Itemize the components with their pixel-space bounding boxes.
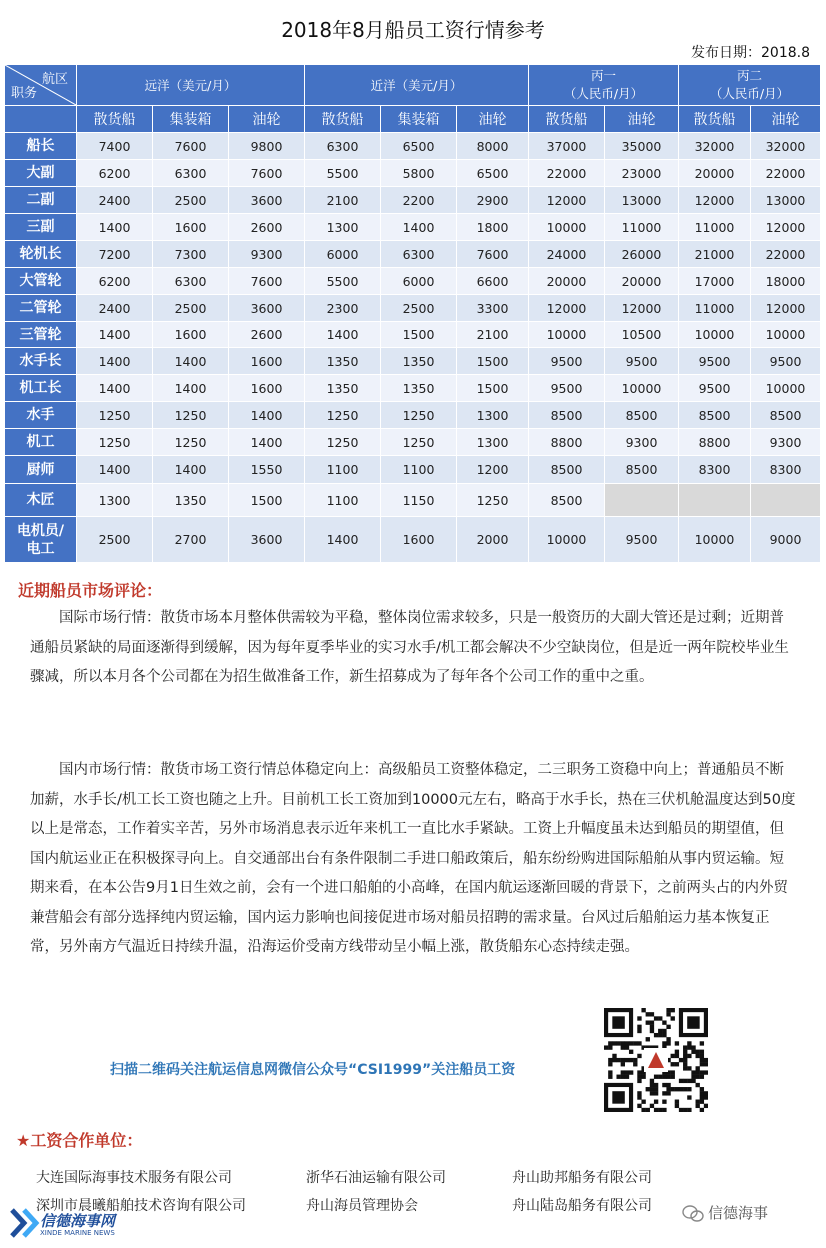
wage-cell: 1300: [305, 214, 381, 241]
group-header: 丙一 （人民币/月）: [529, 65, 679, 106]
wage-cell: 2500: [77, 517, 153, 563]
wage-cell: 37000: [529, 133, 605, 160]
wage-cell: 1250: [305, 402, 381, 429]
wage-cell: 2200: [381, 187, 457, 214]
wage-cell: 7600: [229, 268, 305, 295]
table-row: [5, 402, 821, 429]
wage-cell: 1400: [77, 375, 153, 402]
wage-cell: 7600: [229, 160, 305, 187]
wage-cell: 1600: [229, 375, 305, 402]
wage-cell: 1250: [381, 402, 457, 429]
wage-cell: 10000: [679, 517, 751, 563]
wage-cell: 8500: [605, 402, 679, 429]
wage-cell: 9000: [751, 517, 821, 563]
wage-cell: 8300: [679, 456, 751, 484]
wage-cell: 22000: [751, 241, 821, 268]
wage-cell: 6300: [381, 241, 457, 268]
role-cell: 船长: [5, 133, 77, 160]
table-row: [5, 348, 821, 375]
partner-name: 舟山助邦船务有限公司: [512, 1170, 652, 1186]
partners-title: ★工资合作单位：: [16, 1131, 143, 1150]
role-cell: 大管轮: [5, 268, 77, 295]
wechat-account[interactable]: [682, 1202, 768, 1223]
wage-cell: 12000: [529, 295, 605, 322]
wage-cell: 8500: [751, 402, 821, 429]
wage-cell: 9500: [679, 348, 751, 375]
subheader-cell: 油轮: [457, 106, 529, 133]
subheader-blank: [5, 106, 77, 133]
wage-cell: 7200: [77, 241, 153, 268]
wage-cell: 2600: [229, 214, 305, 241]
wage-cell: 10000: [679, 322, 751, 348]
wage-cell: 5800: [381, 160, 457, 187]
wage-cell: 1400: [305, 322, 381, 348]
wage-cell: 3600: [229, 295, 305, 322]
wage-cell: 1350: [381, 375, 457, 402]
wage-cell: 12000: [751, 214, 821, 241]
wage-cell: 1250: [305, 429, 381, 456]
wage-cell: [679, 484, 751, 517]
wage-cell: 6600: [457, 268, 529, 295]
wage-cell: 5500: [305, 160, 381, 187]
subheader-cell: 散货船: [305, 106, 381, 133]
wage-cell: 2500: [381, 295, 457, 322]
partner-name: 浙华石油运输有限公司: [306, 1170, 446, 1186]
wage-cell: 32000: [679, 133, 751, 160]
wage-cell: 2600: [229, 322, 305, 348]
wage-cell: 1250: [153, 402, 229, 429]
wage-cell: 7400: [77, 133, 153, 160]
wage-cell: 10000: [529, 517, 605, 563]
role-cell: 三副: [5, 214, 77, 241]
wage-cell: 1400: [77, 348, 153, 375]
wage-cell: 5500: [305, 268, 381, 295]
wage-cell: 1350: [305, 348, 381, 375]
table-row: [5, 214, 821, 241]
table-row: [5, 429, 821, 456]
wage-cell: 3600: [229, 187, 305, 214]
wage-cell: 2500: [153, 295, 229, 322]
wage-cell: 9300: [751, 429, 821, 456]
table-row: [5, 375, 821, 402]
wage-cell: 12000: [679, 187, 751, 214]
intl-lead: 国际市场行情：: [59, 610, 161, 626]
wage-cell: 1400: [77, 456, 153, 484]
wage-cell: 6500: [381, 133, 457, 160]
wage-cell: 8000: [457, 133, 529, 160]
wage-cell: 1250: [457, 484, 529, 517]
wage-cell: 1600: [153, 322, 229, 348]
table-row: [5, 160, 821, 187]
partner-name: 舟山陆岛船务有限公司: [512, 1198, 652, 1214]
wage-cell: 8300: [751, 456, 821, 484]
group-header: 近洋（美元/月）: [305, 65, 529, 106]
role-cell: 大副: [5, 160, 77, 187]
wage-cell: 1600: [153, 214, 229, 241]
wage-cell: 1250: [77, 402, 153, 429]
wage-cell: 1350: [305, 375, 381, 402]
wage-cell: 1500: [457, 348, 529, 375]
table-row: [5, 517, 821, 563]
wage-cell: 2900: [457, 187, 529, 214]
intl-body: 散货市场本月整体供需较为平稳，整体岗位需求较多，只是一般资历的大副大管还是过剩；近期普通船员紧缺的局面逐渐得到缓解，因为每年夏季毕业的实习水手/机工都会解决不少空缺岗位，但是近一两年院校毕业生骤减，所以本月各个公司都在为招生做准备工作，新生招募成为了每年各个公司工作的重中之重。: [30, 610, 789, 685]
wage-cell: 6200: [77, 160, 153, 187]
wage-cell: 10000: [529, 322, 605, 348]
partner-name: 深圳市晨曦船舶技术咨询有限公司: [36, 1198, 246, 1214]
publish-date: 发布日期：2018.8: [691, 45, 810, 61]
wage-cell: 20000: [529, 268, 605, 295]
wage-cell: 1600: [229, 348, 305, 375]
table-row: [5, 295, 821, 322]
wage-cell: [751, 484, 821, 517]
wage-cell: 1400: [229, 402, 305, 429]
wage-cell: 24000: [529, 241, 605, 268]
wage-cell: 1500: [381, 322, 457, 348]
wage-cell: 1100: [305, 456, 381, 484]
table-row: [5, 241, 821, 268]
wage-cell: 26000: [605, 241, 679, 268]
role-cell: 二副: [5, 187, 77, 214]
role-cell: 木匠: [5, 484, 77, 517]
wage-cell: 23000: [605, 160, 679, 187]
scan-qr-caption: 扫描二维码关注航运信息网微信公众号“CSI1999”关注船员工资: [110, 1062, 516, 1078]
brand-subtitle: XINDE MARINE NEWS: [40, 1229, 115, 1237]
wage-cell: 8500: [529, 456, 605, 484]
role-cell: 水手: [5, 402, 77, 429]
wechat-label: 信德海事: [708, 1204, 769, 1222]
wage-cell: 2100: [457, 322, 529, 348]
wage-cell: 9800: [229, 133, 305, 160]
wage-cell: 20000: [605, 268, 679, 295]
table-row: [5, 456, 821, 484]
wage-cell: 10000: [751, 375, 821, 402]
wage-cell: 9500: [529, 348, 605, 375]
wage-cell: 1300: [77, 484, 153, 517]
wage-cell: 1500: [229, 484, 305, 517]
wechat-icon: [682, 1205, 704, 1223]
wage-cell: 12000: [751, 295, 821, 322]
group-header: 丙二 （人民币/月）: [679, 65, 821, 106]
qr-code[interactable]: [604, 1008, 708, 1112]
wage-cell: 2400: [77, 187, 153, 214]
wage-cell: 1400: [77, 214, 153, 241]
wage-cell: 32000: [751, 133, 821, 160]
wage-cell: 1250: [381, 429, 457, 456]
wage-cell: 6300: [153, 268, 229, 295]
partner-name: 舟山海员管理协会: [306, 1198, 418, 1214]
table-row: [5, 322, 821, 348]
wage-cell: 9500: [529, 375, 605, 402]
wage-cell: 6200: [77, 268, 153, 295]
dom-lead: 国内市场行情：: [59, 762, 161, 778]
wage-cell: 7600: [457, 241, 529, 268]
domestic-market-paragraph: [30, 756, 796, 963]
wage-cell: 8800: [679, 429, 751, 456]
wage-cell: 10000: [751, 322, 821, 348]
wage-cell: 1600: [381, 517, 457, 563]
wage-cell: 22000: [529, 160, 605, 187]
wage-cell: 2400: [77, 295, 153, 322]
wage-cell: 1400: [153, 348, 229, 375]
subheader-cell: 散货船: [77, 106, 153, 133]
role-cell: 厨师: [5, 456, 77, 484]
wage-cell: 6300: [305, 133, 381, 160]
partner-name: 大连国际海事技术服务有限公司: [36, 1170, 232, 1186]
role-cell: 机工长: [5, 375, 77, 402]
wage-cell: 11000: [679, 295, 751, 322]
wage-cell: 1300: [457, 429, 529, 456]
wage-cell: 11000: [605, 214, 679, 241]
commentary-title: 近期船员市场评论：: [18, 581, 163, 600]
subheader-cell: 散货船: [679, 106, 751, 133]
table-corner: [5, 65, 77, 106]
subheader-cell: 油轮: [751, 106, 821, 133]
role-cell: 三管轮: [5, 322, 77, 348]
subheader-cell: 集装箱: [153, 106, 229, 133]
wage-cell: 8500: [529, 484, 605, 517]
wage-cell: 1350: [381, 348, 457, 375]
wage-cell: 13000: [605, 187, 679, 214]
table-row: [5, 484, 821, 517]
wage-cell: 1250: [153, 429, 229, 456]
wage-cell: 11000: [679, 214, 751, 241]
subheader-cell: 油轮: [229, 106, 305, 133]
page-title: 2018年8月船员工资行情参考: [281, 18, 545, 42]
wage-cell: 2000: [457, 517, 529, 563]
wage-cell: 1400: [77, 322, 153, 348]
subheader-cell: 集装箱: [381, 106, 457, 133]
dom-body: 散货市场工资行情总体稳定向上：高级船员工资整体稳定，二三职务工资稳中向上；普通船员不断加薪，水手长/机工长工资也随之上升。目前机工长工资加到10000元左右，略高于水手长，热在三伏机舱温度达到50度以上是常态，工作着实辛苦，另外市场消息表示近年来机工一直比水手紧缺。工资上升幅度虽未达到船员的期望值，但国内航运业正在积极探寻向上。自交通部出台有条件限制二手进口船政策后，船东纷纷购进国际船舶从事内贸运输。短期来看，在本公告9月1日生效之前，会有一个进口船舶的小高峰，在国内航运逐渐回暖的背景下，之前两头占的内外贸兼营船会有部分选择纯内贸运输，国内运力影响也间接促进市场对船员招聘的需求量。台风过后船舶运力基本恢复正常，另外南方气温近日持续升温，沿海运价受南方线带动呈小幅上涨，散货船东心态持续走强。: [30, 762, 796, 955]
wage-cell: 2700: [153, 517, 229, 563]
wage-cell: 17000: [679, 268, 751, 295]
wage-cell: 1400: [153, 375, 229, 402]
wage-cell: 8500: [679, 402, 751, 429]
wage-cell: 10000: [605, 375, 679, 402]
table-row: [5, 268, 821, 295]
wage-cell: 8800: [529, 429, 605, 456]
wage-cell: 22000: [751, 160, 821, 187]
wage-cell: 10500: [605, 322, 679, 348]
wage-cell: 2500: [153, 187, 229, 214]
wage-cell: 1400: [381, 214, 457, 241]
subheader-cell: 油轮: [605, 106, 679, 133]
table-row: [5, 187, 821, 214]
wage-cell: 7300: [153, 241, 229, 268]
wage-cell: 35000: [605, 133, 679, 160]
subheader-cell: 散货船: [529, 106, 605, 133]
wage-cell: 7600: [153, 133, 229, 160]
wage-cell: 2100: [305, 187, 381, 214]
wage-cell: 1200: [457, 456, 529, 484]
wage-cell: 1800: [457, 214, 529, 241]
brand-logo-icon: [10, 1206, 40, 1240]
wage-cell: 12000: [605, 295, 679, 322]
wage-table: [4, 64, 821, 563]
wage-cell: 1100: [305, 484, 381, 517]
role-cell: 二管轮: [5, 295, 77, 322]
role-cell: 机工: [5, 429, 77, 456]
wage-cell: 1150: [381, 484, 457, 517]
wage-cell: 18000: [751, 268, 821, 295]
wage-cell: 3300: [457, 295, 529, 322]
corner-label-zone: 航区: [41, 72, 68, 87]
wage-cell: 9500: [751, 348, 821, 375]
wage-cell: 6000: [305, 241, 381, 268]
wage-cell: 6300: [153, 160, 229, 187]
group-header: 远洋（美元/月）: [77, 65, 305, 106]
wage-cell: 21000: [679, 241, 751, 268]
wage-cell: 9300: [605, 429, 679, 456]
role-cell: 轮机长: [5, 241, 77, 268]
wage-cell: 9300: [229, 241, 305, 268]
wage-cell: 8500: [529, 402, 605, 429]
wage-cell: 6500: [457, 160, 529, 187]
wage-cell: 9500: [679, 375, 751, 402]
wage-cell: 1400: [229, 429, 305, 456]
role-cell: 水手长: [5, 348, 77, 375]
wage-cell: 3600: [229, 517, 305, 563]
wage-cell: 6000: [381, 268, 457, 295]
wage-cell: 1400: [305, 517, 381, 563]
role-cell: 电机员/ 电工: [5, 517, 77, 563]
wage-cell: 9500: [605, 348, 679, 375]
wage-cell: 2300: [305, 295, 381, 322]
wage-cell: 8500: [605, 456, 679, 484]
wage-cell: 1400: [153, 456, 229, 484]
wage-cell: 10000: [529, 214, 605, 241]
wage-cell: 9500: [605, 517, 679, 563]
brand-logo: [10, 1206, 116, 1244]
wage-cell: 12000: [529, 187, 605, 214]
wage-cell: [605, 484, 679, 517]
wage-cell: 1250: [77, 429, 153, 456]
international-market-paragraph: [30, 604, 796, 693]
corner-label-role: 职务: [11, 86, 38, 101]
brand-name: 信德海事网: [40, 1212, 116, 1230]
wage-cell: 13000: [751, 187, 821, 214]
table-row: [5, 133, 821, 160]
wage-cell: 1300: [457, 402, 529, 429]
wage-cell: 1100: [381, 456, 457, 484]
wage-cell: 1350: [153, 484, 229, 517]
wage-cell: 20000: [679, 160, 751, 187]
wage-cell: 1500: [457, 375, 529, 402]
wage-cell: 1550: [229, 456, 305, 484]
